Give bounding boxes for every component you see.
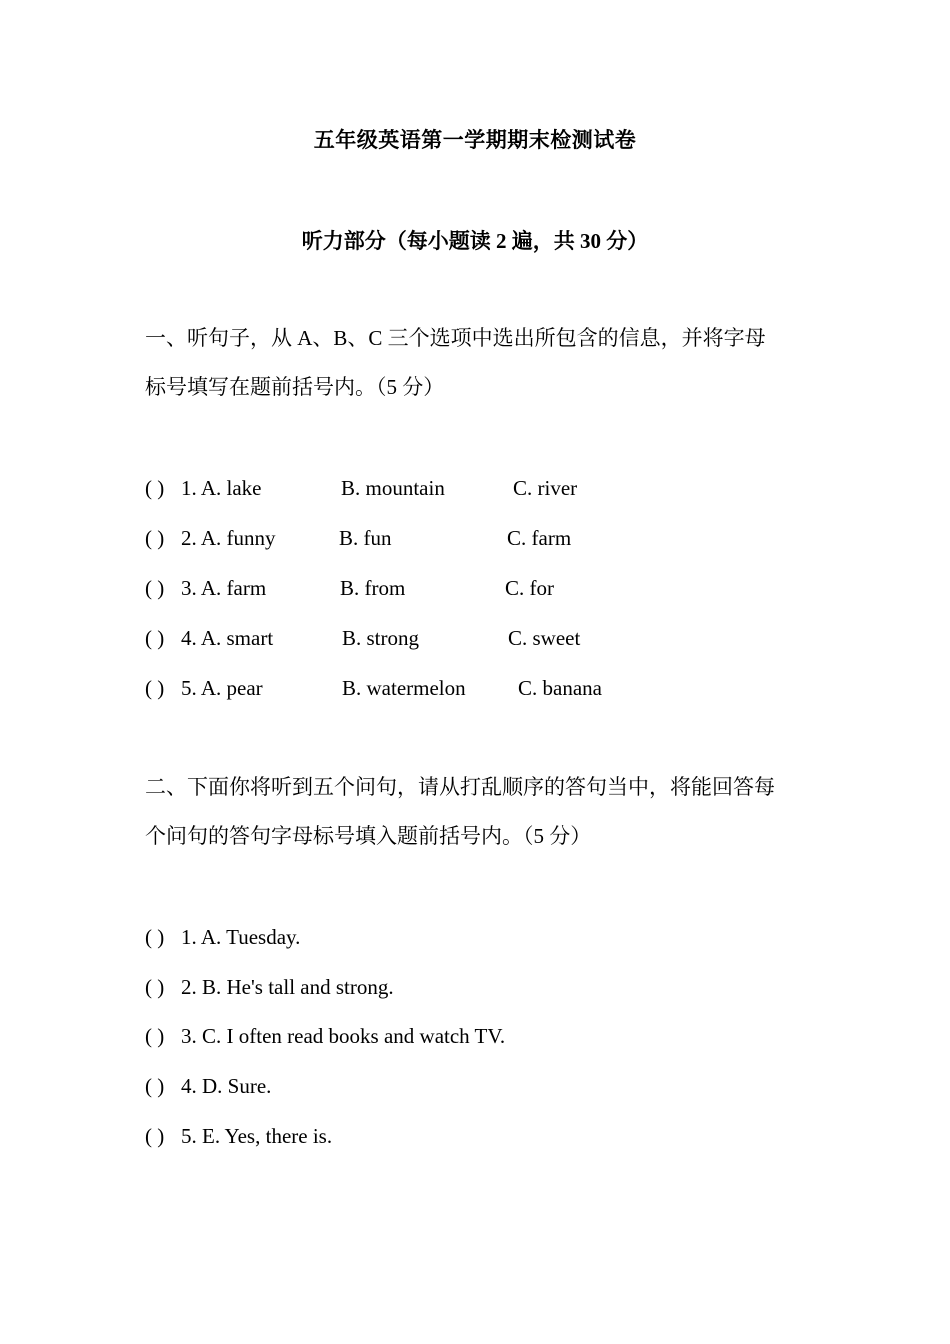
option-a: 5. A. pear [181, 676, 263, 700]
option-c: C. sweet [508, 626, 581, 650]
answer-blank[interactable]: ( ) [145, 975, 165, 999]
answer-blank[interactable]: ( ) [145, 476, 165, 500]
option-a: 2. A. funny [181, 526, 276, 550]
answer-text: 1. A. Tuesday. [181, 925, 301, 949]
option-b: B. watermelon [342, 676, 466, 700]
section1-instruction-line2: 标号填写在题前括号内。（5 分） [145, 375, 445, 399]
answer-blank[interactable]: ( ) [145, 676, 165, 700]
section2-instruction-line2: 个问句的答句字母标号填入题前括号内。（5 分） [145, 824, 592, 848]
answer-blank[interactable]: ( ) [145, 626, 165, 650]
option-c: C. river [513, 476, 578, 500]
answer-blank[interactable]: ( ) [145, 1124, 165, 1148]
option-c: C. for [505, 576, 554, 600]
option-b: B. from [340, 576, 406, 600]
option-a: 1. A. lake [181, 476, 262, 500]
answer-text: 2. B. He's tall and strong. [181, 975, 394, 999]
answer-text: 5. E. Yes, there is. [181, 1124, 333, 1148]
answer-blank[interactable]: ( ) [145, 1024, 165, 1048]
section1-instruction-line1: 一、听句子，从 A、B、C 三个选项中选出所包含的信息，并将字母 [145, 326, 766, 350]
option-b: B. mountain [341, 476, 445, 500]
section2-instruction-line1: 二、下面你将听到五个问句，请从打乱顺序的答句当中，将能回答每 [145, 775, 775, 799]
option-b: B. fun [339, 526, 392, 550]
option-a: 3. A. farm [181, 576, 267, 600]
option-c: C. farm [507, 526, 572, 550]
answer-blank[interactable]: ( ) [145, 1074, 165, 1098]
section2-instruction [145, 763, 825, 861]
answer-blank[interactable]: ( ) [145, 576, 165, 600]
option-b: B. strong [342, 626, 420, 650]
section1-instruction [145, 314, 825, 412]
option-a: 4. A. smart [181, 626, 274, 650]
option-c: C. banana [518, 676, 602, 700]
answer-blank[interactable]: ( ) [145, 925, 165, 949]
answer-text: 4. D. Sure. [181, 1074, 272, 1098]
section-subtitle: 听力部分（每小题读 2 遍，共 30 分） [301, 229, 649, 253]
answer-text: 3. C. I often read books and watch TV. [181, 1024, 506, 1048]
page-title: 五年级英语第一学期期末检测试卷 [313, 128, 637, 152]
answer-blank[interactable]: ( ) [145, 526, 165, 550]
